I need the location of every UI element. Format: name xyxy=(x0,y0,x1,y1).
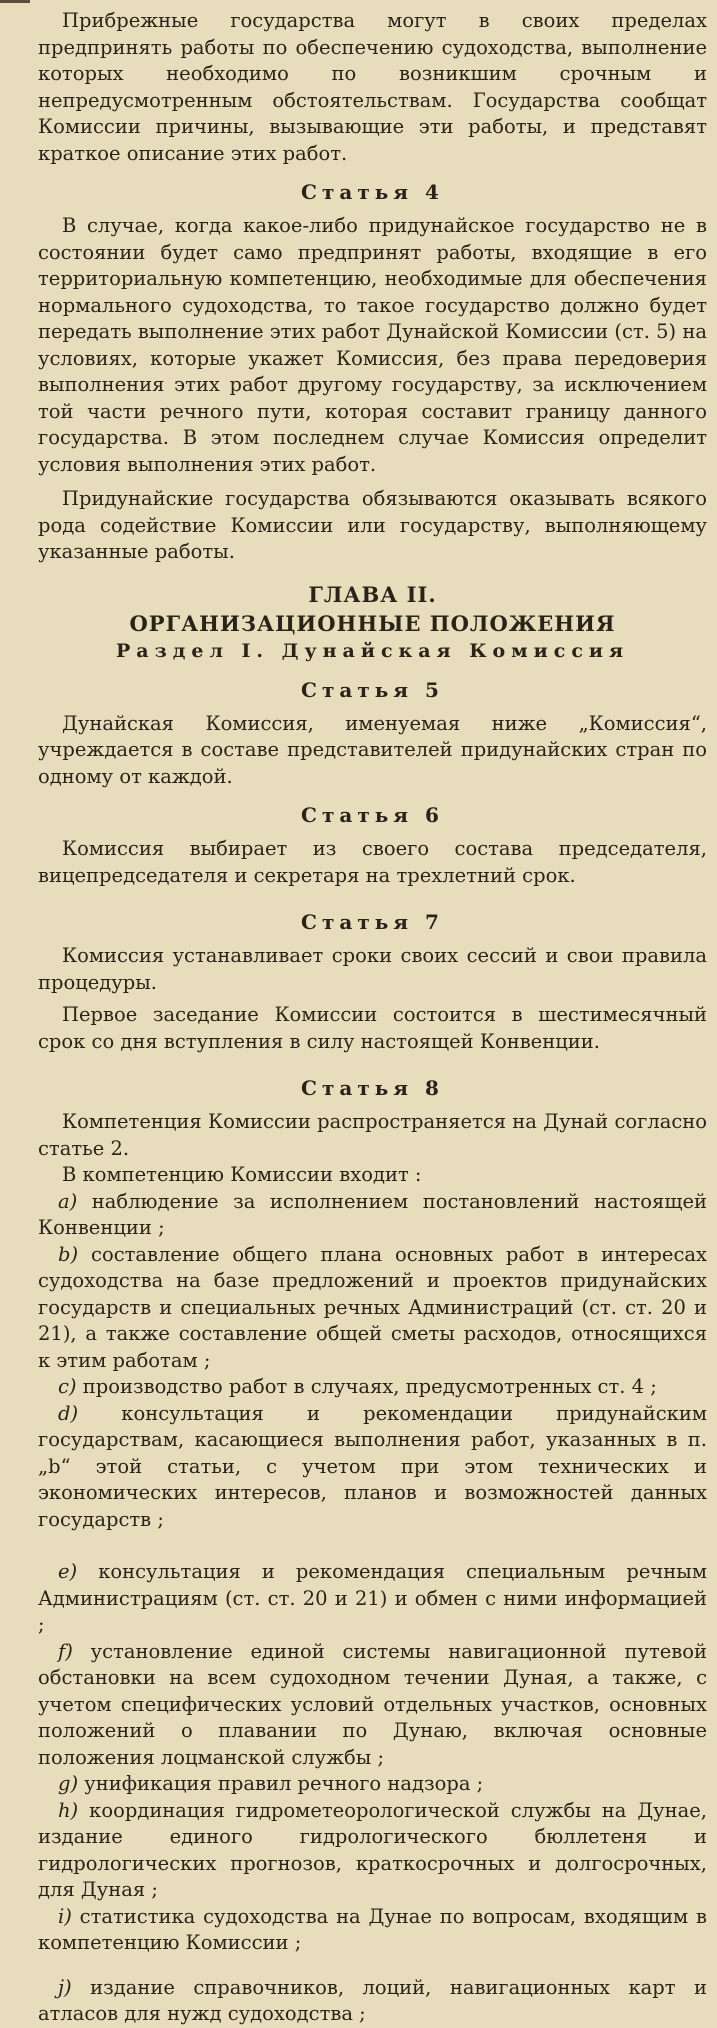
list-item-label: b) xyxy=(58,1242,79,1266)
article-6-paragraph-1: Комиссия выбирает из своего состава председателя, вицепредседателя и секретаря на трехлетний срок. xyxy=(38,837,707,887)
list-item-text: составление общего плана основных работ в интересах судоходства на базе предложений и проектов придунайских государств и специальных речных Администраций (ст. ст. 20 и 21), а также составление общей сметы расходов, относящихся к этим работам ; xyxy=(38,1242,708,1372)
chapter-number: ГЛАВА II. xyxy=(308,581,437,607)
article-7-heading: Статья 7 xyxy=(301,910,444,934)
list-item-label: c) xyxy=(58,1375,77,1398)
list-item-text: консультация и рекомендации придунайским государствам, касающиеся выполнения работ, указанных в п. „b“ этой статьи, с учетом при этом технических и экономических интересов, планов и возможностей данных государств ; xyxy=(38,1401,707,1531)
list-item-text: унификация правил речного надзора ; xyxy=(84,1772,484,1795)
article-5-paragraph-1: Дунайская Комиссия, именуемая ниже „Комиссия“, учреждается в составе представителей придунайских стран по одному от каждой. xyxy=(38,711,707,788)
list-item-text: производство работ в случаях, предусмотренных ст. 4 ; xyxy=(82,1375,657,1398)
list-item-label: i) xyxy=(58,1904,72,1928)
chapter-title: ОРГАНИЗАЦИОННЫЕ ПОЛОЖЕНИЯ xyxy=(129,610,616,636)
article-6-heading: Статья 6 xyxy=(301,803,444,827)
article-7-paragraph-1: Комиссия устанавливает сроки своих сессий и свои правила процедуры. xyxy=(38,944,707,994)
list-item xyxy=(38,1401,707,1534)
paragraph-coastal-states: Прибрежные государства могут в своих пределах предпринять работы по обеспечению судоходства, выполнение которых необходимо по возникшим срочным и непредусмотренным обстоятельствам. Государства сообщат Комиссии причины, вызывающие эти работы, и представят краткое описание этих работ. xyxy=(38,9,707,165)
list-item-text: консультация и рекомендация специальным речным Администрациям (ст. ст. 20 и 21) и обмен с ними информацией ; xyxy=(38,1560,707,1636)
top-rule xyxy=(0,0,30,3)
article-7-paragraph-2: Первое заседание Комиссии состоится в шестимесячный срок со дня вступления в силу настоящей Конвенции. xyxy=(38,1003,707,1053)
article-8-paragraph-2: В компетенцию Комиссии входит : xyxy=(62,1163,422,1186)
article-4-heading: Статья 4 xyxy=(301,180,444,204)
list-item-text: наблюдение за исполнением постановлений настоящей Конвенции ; xyxy=(38,1189,708,1239)
list-item xyxy=(38,1242,707,1375)
list-item-label: f) xyxy=(58,1639,73,1663)
list-item-label: e) xyxy=(58,1560,78,1583)
list-item-text: координация гидрометеорологической службы на Дунае, издание единого гидрологического бюллетеня и гидрологических прогнозов, краткосрочных и долгосрочных, для Дуная ; xyxy=(38,1798,708,1901)
article-5-heading: Статья 5 xyxy=(301,677,444,702)
article-8-heading: Статья 8 xyxy=(301,1076,444,1100)
list-item xyxy=(38,1374,707,1401)
list-item xyxy=(38,1975,707,2028)
list-item-label: d) xyxy=(58,1401,79,1425)
list-item xyxy=(38,1639,707,1772)
article-4-paragraph-1: В случае, когда какое-либо придунайское государство не в состоянии будет само предпринят работы, входящие в его территориальную компетенцию, необходимые для обеспечения нормального судоходства, то такое государство должно будет передать выполнение этих работ Дунайской Комиссии (ст. 5) на условиях, которые укажет Комиссия, без права передоверия выполнения этих работ другому государству, за исключением той части речного пути, которая составит границу данного государства. В этом последнем случае Комиссия определит условия выполнения этих работ. xyxy=(38,214,707,476)
list-item-text: установление единой системы навигационной путевой обстановки на всем судоходном течении Дуная, а также, с учетом специфических условий отдельных участков, основных положений о плавании по Дунаю, включая основные положения лоцманской службы ; xyxy=(38,1639,708,1769)
list-item-text: издание справочников, лоций, навигационных карт и атласов для нужд судоходства ; xyxy=(38,1975,708,2025)
article-8-paragraph-1: Компетенция Комиссии распространяется на Дунай согласно статье 2. xyxy=(38,1110,707,1160)
list-item xyxy=(38,1559,707,1639)
article-4-paragraph-2: Придунайские государства обязываются оказывать всякого рода содействие Комиссии или государству, выполняющему указанные работы. xyxy=(38,487,707,563)
list-item-label: h) xyxy=(58,1798,79,1822)
list-item-label: а) xyxy=(58,1189,78,1213)
list-item-label: j) xyxy=(58,1975,72,1999)
list-item xyxy=(38,1189,707,1242)
list-item xyxy=(38,1771,707,1798)
list-item xyxy=(38,1904,707,1957)
list-item-label: g) xyxy=(58,1772,79,1795)
section-title: Раздел I. Дунайская Комиссия xyxy=(115,639,630,662)
list-item xyxy=(38,1798,707,1904)
list-item-text: статистика судоходства на Дунае по вопросам, входящим в компетенцию Комиссии ; xyxy=(38,1904,707,1954)
